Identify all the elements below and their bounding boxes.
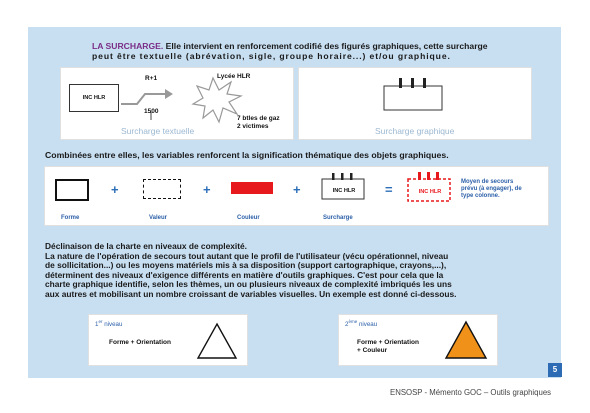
plus-2: + xyxy=(203,182,211,197)
result-symbol-label: INC HLR xyxy=(418,189,442,195)
declinaison-title: Déclinaison de la charte en niveaux de complexité. xyxy=(45,241,248,251)
niveau-2-label: 2ème niveau xyxy=(345,319,378,329)
combination-row xyxy=(44,166,549,226)
legend-line-3: type colonne. xyxy=(461,193,500,199)
declinaison-line-4: charte graphique identifie, selon les thèmes, un ou plusieurs niveaux de complexité imbriqués les uns xyxy=(45,279,452,290)
legend-line-1: Moyen de secours xyxy=(461,179,514,185)
surcharge-graphique-box xyxy=(298,67,532,140)
declinaison-line-1: La nature de l'opération de secours tout autant que le profil de l'utilisateur (vécu opérationnel, niveau xyxy=(45,250,449,261)
niveau-2-triangle xyxy=(443,319,489,361)
legend-line-2: prévu (à engager), de xyxy=(461,186,522,192)
plus-3: + xyxy=(293,182,301,197)
surcharge-symbol-label: INC HLR xyxy=(332,188,356,194)
niveau-1-label: 1er niveau xyxy=(95,319,123,329)
inc-hlr-label: INC HLR xyxy=(82,95,106,101)
surcharge-graphique-caption: Surcharge graphique xyxy=(375,126,455,136)
note-line-1: 7 btles de gaz xyxy=(237,115,280,122)
niveau-2-box xyxy=(338,314,498,366)
bar-3 xyxy=(423,78,426,88)
intro-paragraph xyxy=(92,41,552,62)
result-legend xyxy=(461,179,522,200)
surcharge-textuelle-box xyxy=(60,67,294,140)
footer-text: ENSOSP - Mémento GOC – Outils graphiques xyxy=(390,388,552,397)
forme-square xyxy=(55,179,89,201)
label-forme: Forme xyxy=(61,215,80,221)
declinaison-line-3: déterminent des niveaux d'exigence différents en matière d'outils graphiques. C'est pour cela que la xyxy=(45,269,444,280)
intro-line-2: peut être textuelle (abrévation, sigle, groupe horaire...) et/ou graphique. xyxy=(92,51,451,62)
time-bottom: 1500 xyxy=(144,108,159,115)
combinees-heading: Combinées entre elles, les variables renforcent la signification thématique des objets graphiques. xyxy=(45,150,449,160)
declinaison-paragraph xyxy=(45,242,545,300)
valeur-square xyxy=(143,179,181,199)
bar-1 xyxy=(399,78,402,88)
time-arrow-line xyxy=(121,94,165,104)
label-valeur: Valeur xyxy=(149,215,168,221)
plus-1: + xyxy=(111,182,119,197)
niveau-2-desc-1: Forme + Orientation xyxy=(357,339,419,346)
declinaison-line-2: de sollicitation...) ou les moyens matériels mis à sa disposition (support cartographique, crayons,...), xyxy=(45,260,447,271)
surcharge-textuelle-caption: Surcharge textuelle xyxy=(121,126,195,136)
inc-hlr-symbol xyxy=(69,84,119,112)
note-line-2: 2 victimes xyxy=(237,123,269,130)
place-label: Lycée HLR xyxy=(217,73,251,80)
declinaison-line-5: aux autres et mobilisant un nombre croissant de variables visuelles. Un exemple est donné ci-dessous. xyxy=(45,288,457,299)
surcharge-symbol xyxy=(321,171,367,201)
explosion-shape xyxy=(193,78,241,122)
niveau-1-box xyxy=(88,314,248,366)
label-surcharge: Surcharge xyxy=(323,215,353,221)
niveau-1-triangle xyxy=(195,321,239,361)
graphic-surcharge-symbol xyxy=(379,74,449,114)
bar-2 xyxy=(411,78,414,88)
niveau-1-desc: Forme + Orientation xyxy=(109,339,171,346)
intro-line-1: Elle intervient en renforcement codifié des figurés graphiques, cette surcharge xyxy=(163,41,488,51)
niveau-2-desc-2: + Couleur xyxy=(357,347,388,354)
surcharge-keyword: LA SURCHARGE. xyxy=(92,41,164,51)
couleur-rect xyxy=(231,182,273,194)
time-top: R+1 xyxy=(145,75,158,82)
label-couleur: Couleur xyxy=(237,215,260,221)
page-number: 5 xyxy=(548,363,562,377)
arrow-head xyxy=(165,89,173,99)
result-symbol xyxy=(407,171,453,203)
equals-sign: = xyxy=(385,182,393,197)
